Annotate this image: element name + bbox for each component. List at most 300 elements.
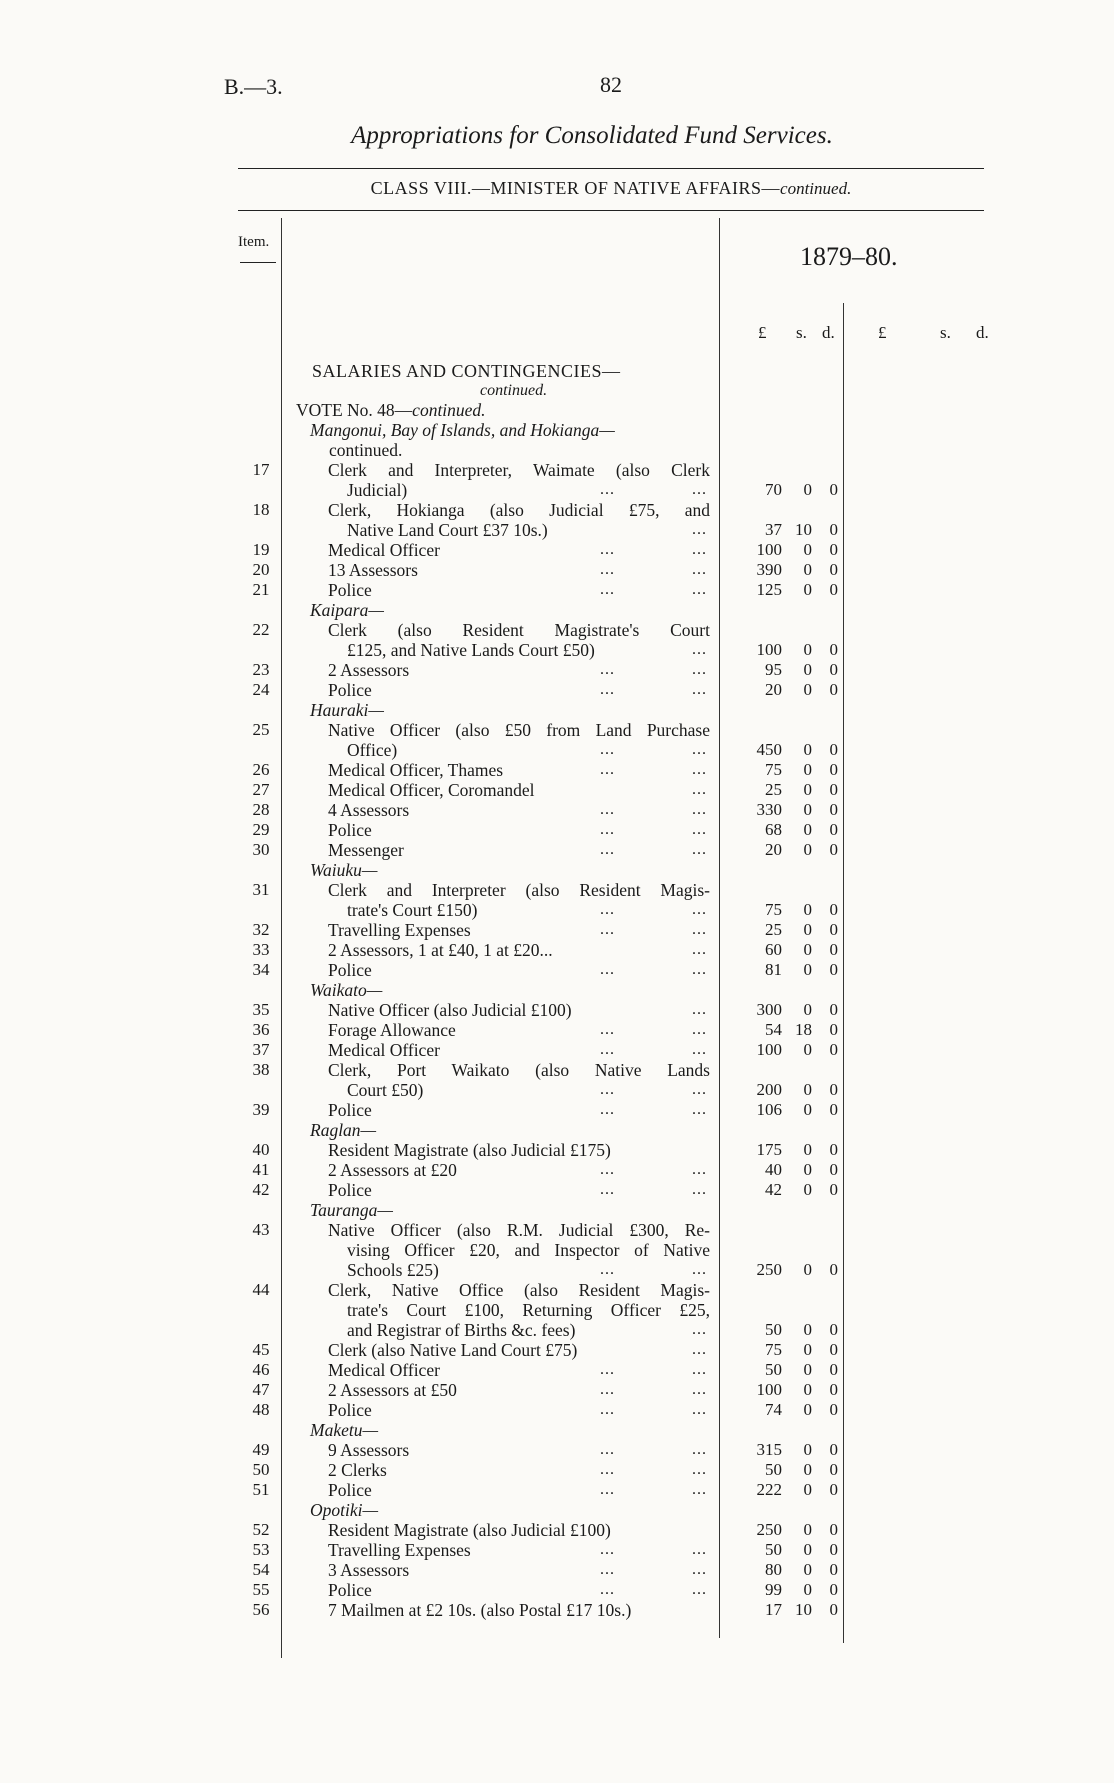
- amount-pence: 0: [829, 1260, 838, 1279]
- item-number: 38: [252, 1060, 270, 1079]
- district-waiuku: Waiuku—: [310, 860, 378, 880]
- pound-header: £: [758, 323, 767, 342]
- amount-shillings: 0: [803, 580, 812, 599]
- item-number: 48: [252, 1400, 270, 1419]
- leader-dots: ...: [600, 581, 615, 598]
- amount-pounds: 100: [756, 640, 782, 659]
- leader-dots: ...: [692, 581, 707, 598]
- rule: [238, 168, 984, 169]
- column-divider: [719, 218, 720, 1638]
- amount-pounds: 175: [756, 1140, 782, 1159]
- item-description: Police: [328, 1580, 372, 1600]
- leader-dots: ...: [692, 921, 707, 938]
- pence-header: d.: [822, 323, 835, 342]
- district-mangonui-cont: continued.: [329, 440, 403, 460]
- amount-pounds: 80: [765, 1560, 782, 1579]
- amount-shillings: 0: [803, 1260, 812, 1279]
- amount-shillings: 0: [803, 1380, 812, 1399]
- amount-pence: 0: [829, 1520, 838, 1539]
- item-description: Medical Officer, Coromandel: [328, 780, 535, 800]
- leader-dots: ...: [600, 1581, 615, 1598]
- amount-pence: 0: [829, 580, 838, 599]
- leader-dots: ...: [692, 821, 707, 838]
- leader-dots: ...: [692, 1001, 707, 1018]
- item-number: 46: [252, 1360, 270, 1379]
- item-number: 31: [252, 880, 270, 899]
- item-number: 41: [252, 1160, 270, 1179]
- leader-dots: ...: [600, 1541, 615, 1558]
- amount-pounds: 250: [756, 1260, 782, 1279]
- amount-pounds: 300: [756, 1000, 782, 1019]
- item-number: 20: [252, 560, 270, 579]
- amount-pounds: 20: [765, 680, 782, 699]
- amount-pounds: 25: [765, 780, 782, 799]
- item-description: Native Land Court £37 10s.): [347, 520, 548, 540]
- item-description: Police: [328, 580, 372, 600]
- vote-cont: continued.: [412, 400, 486, 420]
- item-number: 26: [252, 760, 270, 779]
- item-description: Medical Officer: [328, 540, 440, 560]
- amount-pence: 0: [829, 840, 838, 859]
- item-column-header: Item.: [238, 234, 270, 250]
- item-number: 43: [252, 1220, 270, 1239]
- amount-pence: 0: [829, 1340, 838, 1359]
- item-description: Native Officer (also R.M. Judicial £300, Re-: [328, 1220, 710, 1240]
- item-number: 23: [252, 660, 270, 679]
- leader-dots: ...: [600, 1361, 615, 1378]
- leader-dots: ...: [600, 1161, 615, 1178]
- amount-shillings: 0: [803, 960, 812, 979]
- leader-dots: ...: [692, 1021, 707, 1038]
- amount-pence: 0: [829, 1460, 838, 1479]
- item-description: Clerk (also Native Land Court £75): [328, 1340, 578, 1360]
- leader-dots: ...: [600, 761, 615, 778]
- leader-dots: ...: [692, 801, 707, 818]
- item-number: 32: [252, 920, 270, 939]
- item-description: Medical Officer: [328, 1360, 440, 1380]
- item-description: 2 Assessors, 1 at £40, 1 at £20...: [328, 940, 553, 960]
- item-description: Police: [328, 820, 372, 840]
- item-description: trate's Court £100, Returning Officer £25,: [347, 1300, 710, 1320]
- rule: [238, 210, 984, 211]
- amount-shillings: 0: [803, 540, 812, 559]
- leader-dots: ...: [600, 1441, 615, 1458]
- pence-header-2: d.: [976, 323, 989, 342]
- amount-pence: 0: [829, 1000, 838, 1019]
- amount-shillings: 10: [795, 520, 812, 539]
- leader-dots: ...: [692, 1161, 707, 1178]
- amount-shillings: 0: [803, 660, 812, 679]
- item-number: 30: [252, 840, 270, 859]
- item-description: 2 Assessors at £20: [328, 1160, 457, 1180]
- amount-pence: 0: [829, 1580, 838, 1599]
- amount-pence: 0: [829, 680, 838, 699]
- amount-pence: 0: [829, 820, 838, 839]
- amount-shillings: 0: [803, 1460, 812, 1479]
- leader-dots: ...: [692, 1481, 707, 1498]
- item-description: Resident Magistrate (also Judicial £175): [328, 1140, 611, 1160]
- item-number: 55: [252, 1580, 270, 1599]
- leader-dots: ...: [692, 661, 707, 678]
- item-description: 13 Assessors: [328, 560, 418, 580]
- leader-dots: ...: [692, 1461, 707, 1478]
- leader-dots: ...: [600, 1101, 615, 1118]
- leader-dots: ...: [692, 1561, 707, 1578]
- amount-pounds: 222: [756, 1480, 782, 1499]
- amount-pence: 0: [829, 940, 838, 959]
- item-description: Police: [328, 1480, 372, 1500]
- amount-pence: 0: [829, 1040, 838, 1059]
- amount-shillings: 0: [803, 1100, 812, 1119]
- leader-dots: ...: [600, 741, 615, 758]
- leader-dots: ...: [692, 1581, 707, 1598]
- amount-shillings: 0: [803, 560, 812, 579]
- item-description: 9 Assessors: [328, 1440, 410, 1460]
- amount-shillings: 0: [803, 1320, 812, 1339]
- leader-dots: ...: [600, 1481, 615, 1498]
- item-number: 44: [252, 1280, 270, 1299]
- item-number: 42: [252, 1180, 270, 1199]
- item-number: 37: [252, 1040, 270, 1059]
- leader-dots: ...: [600, 681, 615, 698]
- amount-pounds: 68: [765, 820, 782, 839]
- leader-dots: ...: [600, 1401, 615, 1418]
- item-description: Native Officer (also £50 from Land Purchase: [328, 720, 710, 740]
- amount-pounds: 40: [765, 1160, 782, 1179]
- item-description: 2 Assessors: [328, 660, 410, 680]
- amount-shillings: 0: [803, 840, 812, 859]
- item-number: 35: [252, 1000, 270, 1019]
- leader-dots: ...: [692, 681, 707, 698]
- pound-header-2: £: [878, 323, 887, 342]
- item-number: 53: [252, 1540, 270, 1559]
- amount-pence: 0: [829, 1080, 838, 1099]
- leader-dots: ...: [600, 661, 615, 678]
- leader-dots: ...: [600, 901, 615, 918]
- item-description: Clerk and Interpreter (also Resident Magis-: [328, 880, 710, 900]
- amount-shillings: 0: [803, 780, 812, 799]
- amount-pence: 0: [829, 1540, 838, 1559]
- item-description: Judicial): [347, 480, 408, 500]
- amount-shillings: 0: [803, 1340, 812, 1359]
- leader-dots: ...: [692, 541, 707, 558]
- leader-dots: ...: [692, 1401, 707, 1418]
- item-description: 7 Mailmen at £2 10s. (also Postal £17 10s.): [328, 1600, 632, 1620]
- amount-pounds: 99: [765, 1580, 782, 1599]
- item-number: 39: [252, 1100, 270, 1119]
- amount-pounds: 54: [765, 1020, 782, 1039]
- item-description: 2 Assessors at £50: [328, 1380, 457, 1400]
- item-description: Police: [328, 1100, 372, 1120]
- leader-dots: ...: [692, 1041, 707, 1058]
- section-title: SALARIES AND CONTINGENCIES—: [312, 361, 621, 381]
- amount-pounds: 75: [765, 900, 782, 919]
- item-number: 54: [252, 1560, 270, 1579]
- shilling-header: s.: [796, 323, 807, 342]
- amount-shillings: 0: [803, 1480, 812, 1499]
- amount-shillings: 0: [803, 1140, 812, 1159]
- leader-dots: ...: [600, 821, 615, 838]
- amount-shillings: 0: [803, 1580, 812, 1599]
- item-number: 51: [252, 1480, 270, 1499]
- amount-pence: 0: [829, 1400, 838, 1419]
- class-heading: [238, 178, 984, 199]
- item-number: 49: [252, 1440, 270, 1459]
- item-description: Clerk and Interpreter, Waimate (also Clerk: [328, 460, 710, 480]
- vote-label: [296, 400, 486, 420]
- leader-dots: ...: [692, 1381, 707, 1398]
- amount-shillings: 0: [803, 1000, 812, 1019]
- item-number: 33: [252, 940, 270, 959]
- item-description: Clerk, Port Waikato (also Native Lands: [328, 1060, 710, 1080]
- class-heading-cont: continued.: [780, 179, 852, 198]
- amount-shillings: 0: [803, 1360, 812, 1379]
- amount-pence: 0: [829, 780, 838, 799]
- item-number: 19: [252, 540, 270, 559]
- item-description: Medical Officer, Thames: [328, 760, 504, 780]
- item-description: Office): [347, 740, 398, 760]
- amount-pounds: 450: [756, 740, 782, 759]
- section-continued: continued.: [480, 382, 548, 399]
- amount-pence: 0: [829, 1560, 838, 1579]
- amount-pence: 0: [829, 520, 838, 539]
- amount-shillings: 0: [803, 680, 812, 699]
- leader-dots: ...: [600, 961, 615, 978]
- district-mangonui: Mangonui, Bay of Islands, and Hokianga—: [310, 420, 615, 440]
- item-number: 47: [252, 1380, 270, 1399]
- amount-pence: 0: [829, 1180, 838, 1199]
- amount-shillings: 0: [803, 480, 812, 499]
- item-number: 34: [252, 960, 270, 979]
- amount-pounds: 50: [765, 1460, 782, 1479]
- item-number: 52: [252, 1520, 270, 1539]
- leader-dots: ...: [692, 561, 707, 578]
- district-raglan: Raglan—: [310, 1120, 377, 1140]
- amount-pounds: 50: [765, 1540, 782, 1559]
- item-description: Police: [328, 1400, 372, 1420]
- leader-dots: ...: [692, 1441, 707, 1458]
- leader-dots: ...: [692, 741, 707, 758]
- amount-pence: 0: [829, 660, 838, 679]
- amount-shillings: 18: [795, 1020, 812, 1039]
- leader-dots: ...: [692, 941, 707, 958]
- leader-dots: ...: [692, 841, 707, 858]
- amount-pounds: 250: [756, 1520, 782, 1539]
- amount-pounds: 100: [756, 1040, 782, 1059]
- leader-dots: ...: [600, 921, 615, 938]
- page-id: B.—3.: [224, 74, 283, 99]
- item-description: £125, and Native Lands Court £50): [347, 640, 595, 660]
- column-divider: [281, 218, 282, 1658]
- item-number: 17: [252, 460, 270, 479]
- leader-dots: ...: [600, 1041, 615, 1058]
- amount-pounds: 70: [765, 480, 782, 499]
- amount-pence: 0: [829, 800, 838, 819]
- item-description: Schools £25): [347, 1260, 439, 1280]
- district-waikato: Waikato—: [310, 980, 383, 1000]
- leader-dots: ...: [692, 761, 707, 778]
- amount-pence: 0: [829, 560, 838, 579]
- amount-pounds: 37: [765, 520, 782, 539]
- amount-pounds: 42: [765, 1180, 782, 1199]
- item-number: 36: [252, 1020, 270, 1039]
- amount-shillings: 0: [803, 1040, 812, 1059]
- amount-shillings: 0: [803, 800, 812, 819]
- amount-shillings: 0: [803, 920, 812, 939]
- amount-pounds: 25: [765, 920, 782, 939]
- amount-pence: 0: [829, 920, 838, 939]
- amount-shillings: 0: [803, 1080, 812, 1099]
- leader-dots: ...: [692, 521, 707, 538]
- item-description: Native Officer (also Judicial £100): [328, 1000, 572, 1020]
- amount-pounds: 125: [756, 580, 782, 599]
- amount-shillings: 0: [803, 1400, 812, 1419]
- leader-dots: ...: [600, 1461, 615, 1478]
- leader-dots: ...: [600, 481, 615, 498]
- item-description: Medical Officer: [328, 1040, 440, 1060]
- item-description: Travelling Expenses: [328, 1540, 471, 1560]
- leader-dots: ...: [692, 1541, 707, 1558]
- item-description: Police: [328, 680, 372, 700]
- item-description: Police: [328, 960, 372, 980]
- class-heading-text: CLASS VIII.—MINISTER OF NATIVE AFFAIRS—: [370, 178, 781, 198]
- amount-pounds: 74: [765, 1400, 782, 1419]
- leader-dots: ...: [600, 1181, 615, 1198]
- leader-dots: ...: [692, 1321, 707, 1338]
- page-number: 82: [600, 72, 622, 97]
- leader-dots: ...: [692, 1081, 707, 1098]
- amount-pence: 0: [829, 1020, 838, 1039]
- leader-dots: ...: [600, 1381, 615, 1398]
- leader-dots: ...: [692, 1341, 707, 1358]
- district-tauranga: Tauranga—: [310, 1200, 393, 1220]
- leader-dots: ...: [692, 1261, 707, 1278]
- column-divider: [843, 303, 844, 1643]
- page-title: Appropriations for Consolidated Fund Services.: [351, 122, 833, 149]
- item-number: 56: [252, 1600, 270, 1619]
- shilling-header-2: s.: [940, 323, 951, 342]
- item-description: Travelling Expenses: [328, 920, 471, 940]
- item-number: 18: [252, 500, 270, 519]
- amount-pounds: 81: [765, 960, 782, 979]
- leader-dots: ...: [692, 641, 707, 658]
- amount-pounds: 50: [765, 1320, 782, 1339]
- item-description: 2 Clerks: [328, 1460, 387, 1480]
- amount-pounds: 100: [756, 540, 782, 559]
- item-description: vising Officer £20, and Inspector of Native: [347, 1240, 710, 1260]
- amount-shillings: 0: [803, 940, 812, 959]
- leader-dots: ...: [600, 1561, 615, 1578]
- district-maketu: Maketu—: [310, 1420, 379, 1440]
- amount-pounds: 100: [756, 1380, 782, 1399]
- amount-pence: 0: [829, 1100, 838, 1119]
- item-number: 27: [252, 780, 270, 799]
- amount-shillings: 0: [803, 820, 812, 839]
- amount-shillings: 0: [803, 1520, 812, 1539]
- amount-pence: 0: [829, 740, 838, 759]
- amount-pence: 0: [829, 480, 838, 499]
- item-description: and Registrar of Births &c. fees): [347, 1320, 576, 1340]
- amount-pounds: 106: [756, 1100, 782, 1119]
- amount-shillings: 10: [795, 1600, 812, 1619]
- amount-pounds: 50: [765, 1360, 782, 1379]
- amount-pence: 0: [829, 540, 838, 559]
- amount-pounds: 75: [765, 760, 782, 779]
- item-number: 29: [252, 820, 270, 839]
- year-header: 1879–80.: [800, 242, 898, 271]
- amount-pence: 0: [829, 1320, 838, 1339]
- item-number: 21: [252, 580, 270, 599]
- leader-dots: ...: [692, 1181, 707, 1198]
- item-number: 45: [252, 1340, 270, 1359]
- item-number: 28: [252, 800, 270, 819]
- amount-pounds: 330: [756, 800, 782, 819]
- amount-pounds: 95: [765, 660, 782, 679]
- amount-shillings: 0: [803, 740, 812, 759]
- amount-pence: 0: [829, 900, 838, 919]
- leader-dots: ...: [600, 541, 615, 558]
- leader-dots: ...: [600, 1081, 615, 1098]
- district-opotiki: Opotiki—: [310, 1500, 379, 1520]
- amount-pence: 0: [829, 1600, 838, 1619]
- item-description: 4 Assessors: [328, 800, 410, 820]
- leader-dots: ...: [692, 1101, 707, 1118]
- leader-dots: ...: [692, 781, 707, 798]
- amount-pence: 0: [829, 1160, 838, 1179]
- district-hauraki: Hauraki—: [310, 700, 384, 720]
- amount-shillings: 0: [803, 760, 812, 779]
- amount-pence: 0: [829, 1480, 838, 1499]
- item-description: 3 Assessors: [328, 1560, 410, 1580]
- item-description: Resident Magistrate (also Judicial £100): [328, 1520, 611, 1540]
- amount-pence: 0: [829, 1440, 838, 1459]
- item-description: Clerk, Hokianga (also Judicial £75, and: [328, 500, 710, 520]
- amount-shillings: 0: [803, 1560, 812, 1579]
- leader-dots: ...: [600, 841, 615, 858]
- amount-shillings: 0: [803, 1540, 812, 1559]
- rule: [240, 262, 276, 263]
- amount-shillings: 0: [803, 1160, 812, 1179]
- leader-dots: ...: [600, 1021, 615, 1038]
- item-number: 22: [252, 620, 270, 639]
- amount-pounds: 390: [756, 560, 782, 579]
- amount-shillings: 0: [803, 900, 812, 919]
- leader-dots: ...: [692, 961, 707, 978]
- item-description: Forage Allowance: [328, 1020, 456, 1040]
- amount-pounds: 315: [756, 1440, 782, 1459]
- leader-dots: ...: [600, 801, 615, 818]
- item-description: Clerk, Native Office (also Resident Magis-: [328, 1280, 710, 1300]
- leader-dots: ...: [600, 561, 615, 578]
- item-description: Clerk (also Resident Magistrate's Court: [328, 620, 710, 640]
- item-number: 40: [252, 1140, 270, 1159]
- amount-pounds: 17: [765, 1600, 782, 1619]
- amount-pence: 0: [829, 640, 838, 659]
- vote-text: VOTE No. 48—: [296, 400, 413, 420]
- item-number: 25: [252, 720, 270, 739]
- item-description: Court £50): [347, 1080, 424, 1100]
- leader-dots: ...: [692, 1361, 707, 1378]
- amount-pence: 0: [829, 1140, 838, 1159]
- leader-dots: ...: [692, 901, 707, 918]
- amount-shillings: 0: [803, 1440, 812, 1459]
- amount-pounds: 200: [756, 1080, 782, 1099]
- item-number: 50: [252, 1460, 270, 1479]
- item-description: trate's Court £150): [347, 900, 478, 920]
- amount-pounds: 60: [765, 940, 782, 959]
- leader-dots: ...: [692, 481, 707, 498]
- amount-pounds: 75: [765, 1340, 782, 1359]
